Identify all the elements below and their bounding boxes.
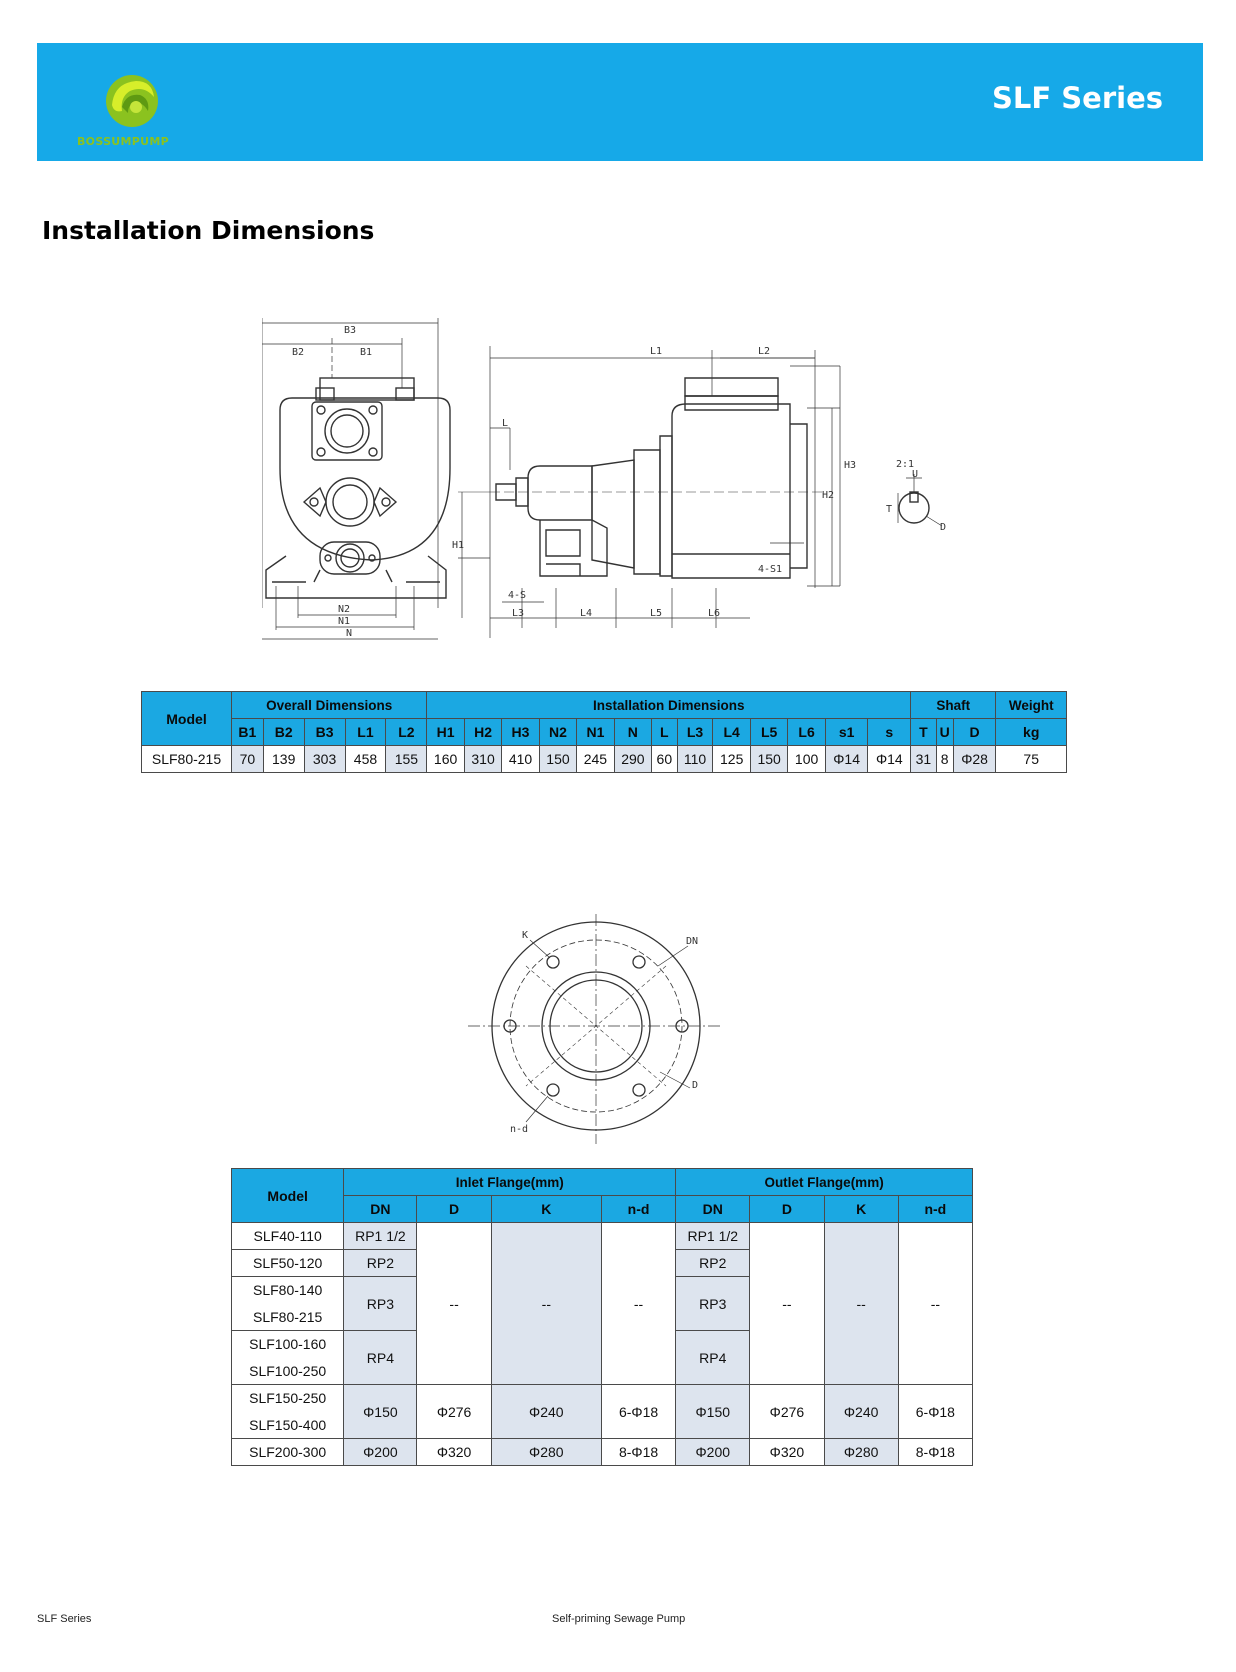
- value-cell: 290: [614, 746, 651, 773]
- label-l5: L5: [650, 608, 663, 619]
- value-cell: 75: [996, 746, 1067, 773]
- shaft-key-detail: [898, 474, 942, 526]
- col-nd-inlet: n-d: [601, 1196, 675, 1223]
- header-band: [37, 43, 1203, 161]
- footer-product-name: Self-priming Sewage Pump: [552, 1613, 686, 1625]
- k-cell: --: [491, 1223, 601, 1385]
- label-n: N: [346, 628, 353, 639]
- model-header: Model: [142, 692, 232, 746]
- label-k: K: [522, 930, 529, 941]
- d-cell: --: [417, 1223, 491, 1385]
- col-l4: L4: [713, 719, 750, 746]
- col-nd-outlet: n-d: [898, 1196, 972, 1223]
- col-d-inlet: D: [417, 1196, 491, 1223]
- value-cell: 125: [713, 746, 750, 773]
- value-cell: 60: [652, 746, 677, 773]
- col-n2: N2: [539, 719, 576, 746]
- dn-cell: RP1 1/2: [676, 1223, 750, 1250]
- value-cell: 150: [750, 746, 787, 773]
- nd-cell: 6-Φ18: [601, 1385, 675, 1439]
- label-d: D: [940, 522, 947, 533]
- installation-dimensions-header: Installation Dimensions: [427, 692, 911, 719]
- label-l: L: [502, 418, 509, 429]
- col-d: D: [953, 719, 996, 746]
- col-dn-outlet: DN: [676, 1196, 750, 1223]
- dn-cell: RP2: [344, 1250, 417, 1277]
- label-shaft-ratio: 2:1: [896, 459, 915, 470]
- value-cell: Φ28: [953, 746, 996, 773]
- model-cell: SLF80-215: [142, 746, 232, 773]
- col-d-outlet: D: [750, 1196, 824, 1223]
- label-l6: L6: [708, 608, 721, 619]
- col-t: T: [911, 719, 936, 746]
- label-dn: DN: [686, 936, 699, 947]
- dn-cell: RP2: [676, 1250, 750, 1277]
- model-cell: SLF80-215: [232, 1304, 344, 1331]
- value-cell: Φ14: [868, 746, 911, 773]
- k-cell: Φ240: [824, 1385, 898, 1439]
- label-n1: N1: [338, 616, 351, 627]
- pump-front-view: [262, 318, 450, 639]
- col-l3: L3: [677, 719, 713, 746]
- model-cell: SLF150-400: [232, 1412, 344, 1439]
- col-b1: B1: [232, 719, 264, 746]
- col-b2: B2: [263, 719, 304, 746]
- pump-dimension-drawing: [262, 318, 962, 648]
- d-cell: Φ276: [417, 1385, 491, 1439]
- dn-cell: Φ150: [676, 1385, 750, 1439]
- col-b3: B3: [304, 719, 345, 746]
- model-cell: SLF80-140: [232, 1277, 344, 1304]
- d-cell: Φ276: [750, 1385, 824, 1439]
- col-l5: L5: [750, 719, 787, 746]
- label-4s: 4-S: [508, 590, 527, 601]
- label-4s1: 4-S1: [758, 564, 783, 575]
- inlet-flange-header: Inlet Flange(mm): [344, 1169, 676, 1196]
- label-t: T: [886, 504, 893, 515]
- value-cell: 155: [386, 746, 427, 773]
- nd-cell: 8-Φ18: [601, 1439, 675, 1466]
- col-kg: kg: [996, 719, 1067, 746]
- value-cell: 100: [788, 746, 825, 773]
- dn-cell: Φ200: [344, 1439, 417, 1466]
- col-h1: H1: [427, 719, 464, 746]
- dn-cell: RP3: [676, 1277, 750, 1331]
- dn-cell: RP4: [676, 1331, 750, 1385]
- weight-header: Weight: [996, 692, 1067, 719]
- col-s: s: [868, 719, 911, 746]
- label-h2: H2: [822, 490, 835, 501]
- table-row: [232, 1439, 973, 1466]
- model-cell: SLF100-250: [232, 1358, 344, 1385]
- col-u: U: [936, 719, 953, 746]
- table-row: [232, 1223, 973, 1250]
- dn-cell: RP3: [344, 1277, 417, 1331]
- k-cell: --: [824, 1223, 898, 1385]
- value-cell: 70: [232, 746, 264, 773]
- label-b2: B2: [292, 347, 305, 358]
- value-cell: 110: [677, 746, 713, 773]
- label-b1: B1: [360, 347, 373, 358]
- label-h3: H3: [844, 460, 857, 471]
- table-row: [232, 1385, 973, 1412]
- col-k-inlet: K: [491, 1196, 601, 1223]
- footer-series: SLF Series: [37, 1613, 92, 1625]
- model-cell: SLF100-160: [232, 1331, 344, 1358]
- dn-cell: RP4: [344, 1331, 417, 1385]
- value-cell: 458: [345, 746, 386, 773]
- value-cell: 160: [427, 746, 464, 773]
- label-b3: B3: [344, 325, 357, 336]
- nd-cell: --: [601, 1223, 675, 1385]
- label-l4: L4: [580, 608, 593, 619]
- col-k-outlet: K: [824, 1196, 898, 1223]
- value-cell: Φ14: [825, 746, 868, 773]
- value-cell: 31: [911, 746, 936, 773]
- nd-cell: 8-Φ18: [898, 1439, 972, 1466]
- shaft-header: Shaft: [911, 692, 996, 719]
- col-l1: L1: [345, 719, 386, 746]
- col-l2: L2: [386, 719, 427, 746]
- k-cell: Φ280: [491, 1439, 601, 1466]
- value-cell: 303: [304, 746, 345, 773]
- dn-cell: Φ200: [676, 1439, 750, 1466]
- page-title: Installation Dimensions: [42, 216, 375, 245]
- k-cell: Φ280: [824, 1439, 898, 1466]
- label-l2: L2: [758, 346, 771, 357]
- label-flange-d: D: [692, 1080, 699, 1091]
- nd-cell: --: [898, 1223, 972, 1385]
- model-cell: SLF40-110: [232, 1223, 344, 1250]
- installation-dimensions-table: [141, 691, 1067, 773]
- dn-cell: Φ150: [344, 1385, 417, 1439]
- value-cell: 150: [539, 746, 576, 773]
- d-cell: Φ320: [750, 1439, 824, 1466]
- value-cell: 139: [263, 746, 304, 773]
- col-l: L: [652, 719, 677, 746]
- d-cell: --: [750, 1223, 824, 1385]
- col-s1: s1: [825, 719, 868, 746]
- label-l1: L1: [650, 346, 663, 357]
- table-row: [142, 746, 1067, 773]
- col-l6: L6: [788, 719, 825, 746]
- flange-table: [231, 1168, 973, 1466]
- col-n1: N1: [577, 719, 614, 746]
- value-cell: 310: [464, 746, 501, 773]
- model-cell: SLF200-300: [232, 1439, 344, 1466]
- label-n2: N2: [338, 604, 351, 615]
- label-l3: L3: [512, 608, 525, 619]
- overall-dimensions-header: Overall Dimensions: [232, 692, 427, 719]
- logo-wordmark: BOSSUMPUMP: [77, 135, 169, 148]
- value-cell: 410: [502, 746, 539, 773]
- label-u: U: [912, 469, 919, 480]
- model-header: Model: [232, 1169, 344, 1223]
- series-title: SLF Series: [992, 81, 1163, 115]
- outlet-flange-header: Outlet Flange(mm): [676, 1169, 973, 1196]
- value-cell: 8: [936, 746, 953, 773]
- model-cell: SLF50-120: [232, 1250, 344, 1277]
- sub-header-row: [142, 719, 1067, 746]
- k-cell: Φ240: [491, 1385, 601, 1439]
- col-n: N: [614, 719, 651, 746]
- d-cell: Φ320: [417, 1439, 491, 1466]
- col-h2: H2: [464, 719, 501, 746]
- dn-cell: RP1 1/2: [344, 1223, 417, 1250]
- nd-cell: 6-Φ18: [898, 1385, 972, 1439]
- flange-drawing: [460, 908, 720, 1148]
- col-h3: H3: [502, 719, 539, 746]
- label-nd: n-d: [510, 1124, 529, 1135]
- value-cell: 245: [577, 746, 614, 773]
- model-cell: SLF150-250: [232, 1385, 344, 1412]
- label-h1: H1: [452, 540, 465, 551]
- col-dn-inlet: DN: [344, 1196, 417, 1223]
